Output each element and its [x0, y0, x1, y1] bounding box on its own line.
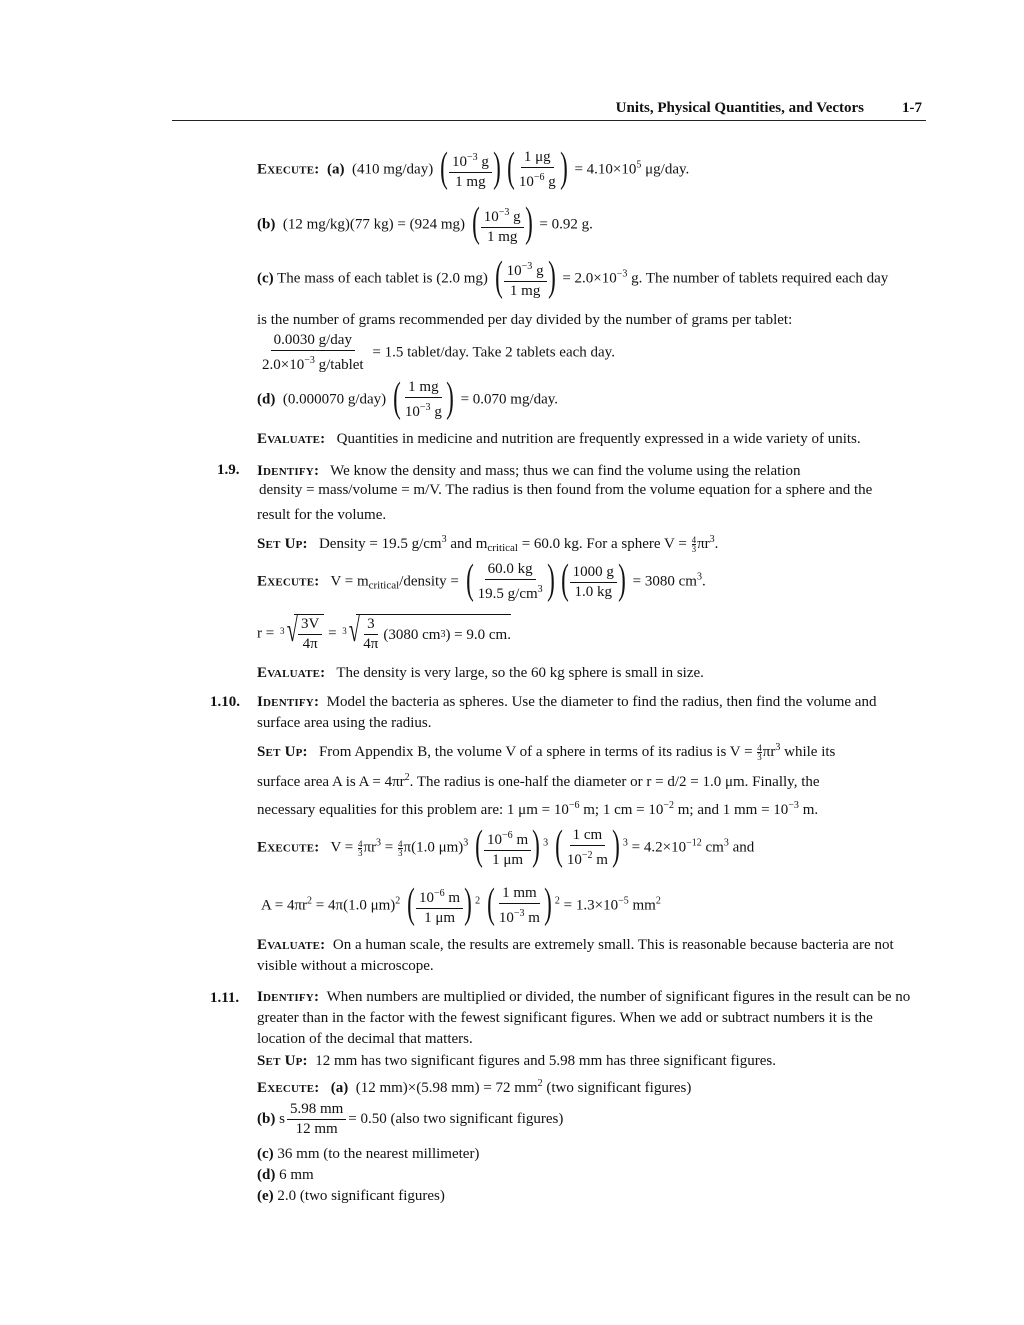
running-header [172, 98, 926, 121]
p19-radius: r = 3 √ $\frac{3V}{4\pi}$ = 3 √ $\frac{3}{4\pi}$ (3080 cm 3 ) = 9.0 cm. [257, 612, 511, 652]
p110-setup-3: necessary equalities for this problem are: 1 $\mu m = 10^{-6}$ m; 1 cm = $10^{-2}$ m; and 1 mm = $10^{-3}$ m. [257, 800, 819, 818]
p18-c-line2: is the number of grams recommended per day divided by the number of grams per tablet: [257, 312, 793, 328]
p111-execute-a: Execute: (a) (12 mm)×(5.98 mm) = 72 $mm^2$ (two significant figures) [257, 1078, 692, 1096]
p19-setup: Set Up: Density = 19.5 $g/cm^3$ and $m_{critical} = 60.0$ kg. For a sphere V = $\frac{4}{3}$ $\pi r^3$. [257, 534, 719, 555]
problem-number-1-11: 1.11. [210, 990, 240, 1006]
p111-execute-c: (c) 36 mm (to the nearest millimeter) [257, 1146, 480, 1162]
p111-identify: Identify: When numbers are multiplied or divided, the number of significant figures in the result can be no greater than in the factor with the fewest significant figures. When we add or subtract numbers it is the location of the decimal that matters. [257, 989, 911, 1047]
p111-execute-e: (e) 2.0 (two significant figures) [257, 1188, 445, 1204]
problem-number-1-9: 1.9. [217, 462, 240, 478]
p18-execute-c: (c) The mass of each tablet is (2.0 mg) ( $\frac{10^{-3} g}{1 mg}$ ) = $2.0\times 10^{-3}$ g. The number of tablets required each day [257, 254, 889, 300]
p19-execute: Execute: $V = m_{critical}$/density = ( $\frac{60.0 kg}{19.5 g/cm^3}$ ) ( $\frac{1000 g}{1.0 kg}$ ) = 3080 $cm^3$. [257, 557, 706, 603]
p110-execute-area: $A = 4\pi r^2 = 4\pi(1.0$ μm)$^2$ ( $\frac{10^{-6} m}{1 \mu m}$ ) $^2$ ( $\frac{1 mm}{10^{-3} m}$ ) $^2 = 1.3\times 10^{-5}$ $mm^2$ [261, 881, 661, 927]
p110-setup-2: surface area A is $A = 4\pi r^2$. The radius is one-half the diameter or r = d/2 = 1.0 μm. Finally, the [257, 772, 820, 790]
p111-execute-d: (d) 6 mm [257, 1167, 314, 1183]
page-number: 1-7 [902, 100, 922, 116]
p18-evaluate: Evaluate: Quantities in medicine and nutrition are frequently expressed in a wide variety of units. [257, 431, 861, 447]
p18-execute-d: (d) (0.000070 g/day) ( $\frac{1 mg}{10^{-3} g}$ ) = 0.070 mg/day. [257, 375, 559, 421]
p110-setup-1: Set Up: From Appendix B, the volume V of a sphere in terms of its radius is V = $\frac{4}{3}$ $\pi r^3$ while its [257, 742, 836, 763]
p110-identify: Identify: Model the bacteria as spheres. Use the diameter to find the radius, then find the volume and surface area using the radius. [257, 694, 877, 731]
p110-evaluate: Evaluate: On a human scale, the results are extremely small. This is reasonable because bacteria are not visible without a microscope. [257, 937, 894, 974]
p18-execute-b: (b) (12 mg/kg)(77 kg) = (924 mg) ( $\frac{10^{-3} g}{1 mg}$ ) = 0.92 g. [257, 200, 593, 246]
problem-number-1-10: 1.10. [210, 694, 240, 710]
p110-execute-volume: Execute: V = $\frac{4}{3}$ $\pi r^3$ = $\frac{4}{3}$ π(1.0 μm)$^3$ ( $\frac{10^{-6} m}{1 \mu m}$ ) $^3$ ( $\frac{1 cm}{10^{-2} m}$ ) $^3 = 4.2\times 10^{-12}$ $cm^3$ and [257, 823, 755, 869]
p19-identify-3: result for the volume. [257, 507, 387, 523]
p19-evaluate: Evaluate: The density is very large, so the 60 kg sphere is small in size. [257, 665, 704, 681]
chapter-title: Units, Physical Quantities, and Vectors [615, 100, 864, 116]
p19-identify: Identify: We know the density and mass; thus we can find the volume using the relation [257, 463, 801, 479]
p18-execute-a: Execute: (a) (410 mg/day) ( $\frac{10^{-3} g}{1 mg}$ ) ( $\frac{1 \mu g}{10^{-6} g}$ ) = $4.10\times 10^5$ μg/day. [257, 145, 690, 191]
p111-setup: Set Up: 12 mm has two significant figures and 5.98 mm has three significant figures. [257, 1053, 776, 1069]
p19-identify-2: density = mass/volume = m/V. The radius is then found from the volume equation for a sphere and the [259, 482, 873, 498]
p111-execute-b: (b) s $\frac{5.98 mm}{12 mm}$ = 0.50 (also two significant figures) [257, 1101, 564, 1137]
p18-c-tablets: $\frac{\text{0.0030 g/day}}{2.0\times 10^{-3} g/tablet}$ = 1.5 tablet/day. Take 2 tablets each day. [262, 332, 615, 373]
